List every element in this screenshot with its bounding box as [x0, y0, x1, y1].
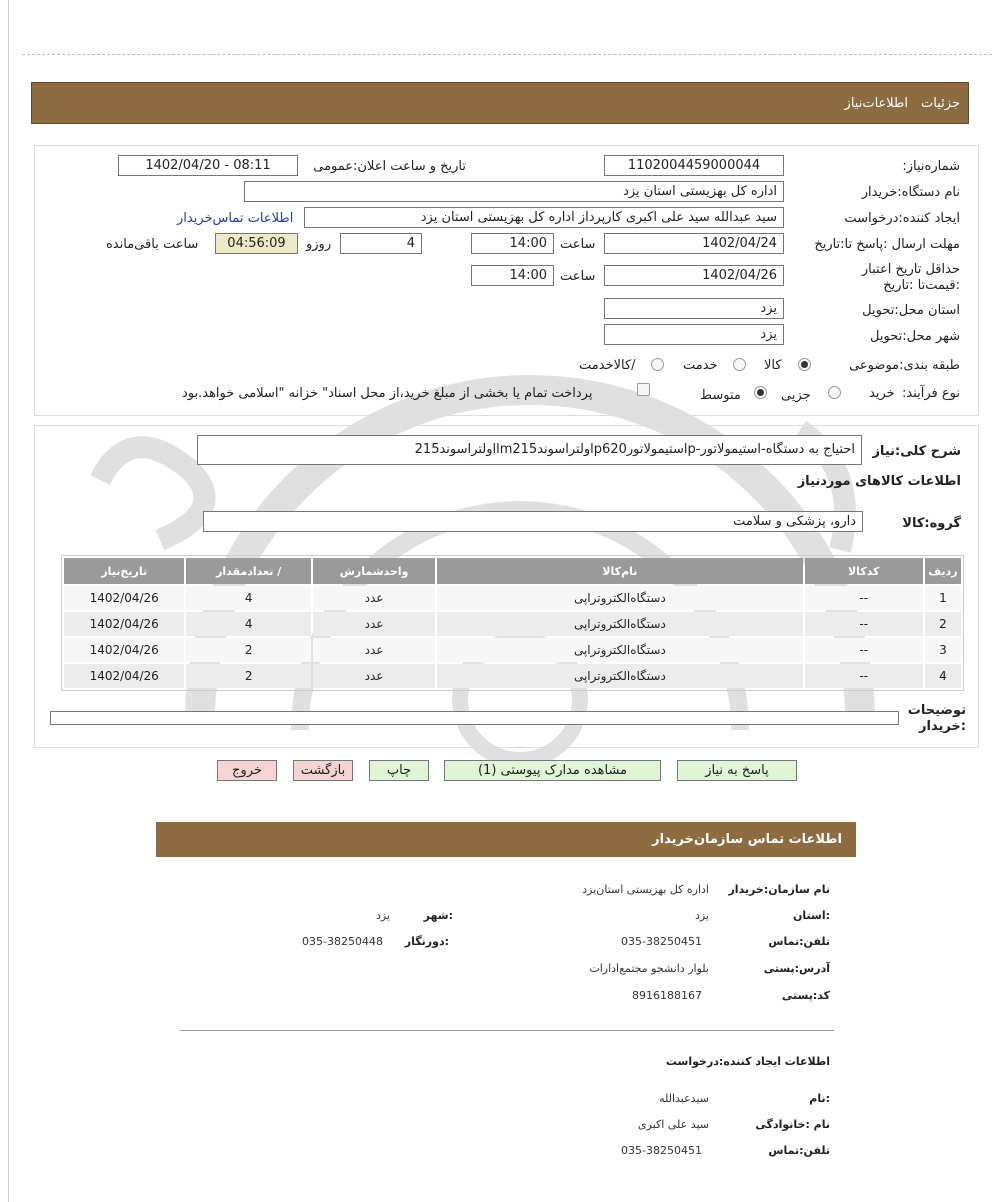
org-name-value: اداره کل بهزیستی استان‌یزد — [582, 883, 709, 896]
deadline-time-field: 14:00 — [471, 233, 554, 254]
radio-goods-service[interactable] — [651, 358, 664, 371]
deadline-label: مهلت ارسال :پاسخ تا:تاریخ — [814, 237, 960, 252]
cell-date: 1402/04/26 — [64, 612, 184, 636]
need-number-label: شماره‌نیاز: — [902, 159, 960, 174]
creator-name-label: :نام — [809, 1092, 830, 1105]
address-value: بلوار دانشجو مجتمع‌ادارات — [589, 962, 709, 975]
cell-unit: عدد — [313, 612, 435, 636]
payment-note: پرداخت تمام یا بخشی از مبلغ خرید،از محل اسناد" خزانه "اسلامی خواهد.بود — [182, 386, 593, 401]
radio-goods[interactable] — [798, 358, 811, 371]
cell-unit: عدد — [313, 586, 435, 610]
left-border-line — [8, 0, 9, 1202]
remaining-label: ساعت باقی‌مانده — [106, 237, 199, 252]
city-field: یزد — [604, 324, 784, 345]
cell-date: 1402/04/26 — [64, 586, 184, 610]
announce-label: تاریخ و ساعت اعلان:عمومی — [313, 159, 466, 174]
fax-value: 035-38250448 — [302, 935, 383, 948]
table-row — [64, 586, 961, 610]
col-row: ردیف — [925, 558, 961, 584]
cell-qty: 2 — [186, 638, 310, 662]
creator-info-title: اطلاعات ایجاد کننده:درخواست — [665, 1055, 830, 1068]
cell-unit: عدد — [313, 638, 435, 662]
radio-goods-service-label: /کالاخدمت — [579, 358, 636, 373]
remaining-timer: 04:56:09 — [215, 233, 298, 254]
creator-name-value: سیدعبدالله — [659, 1092, 709, 1105]
requester-field: سید عبدالله سید علی اکبری کارپرداز اداره کل بهزیستی استان یزد — [304, 207, 784, 228]
cell-name: دستگاه‌الکتروتراپی — [437, 664, 802, 688]
exit-button[interactable]: خروج — [217, 760, 277, 781]
cell-row: 1 — [925, 586, 961, 610]
cell-date: 1402/04/26 — [64, 638, 184, 662]
process-label: نوع فرآیند: — [902, 386, 960, 401]
buyer-org-field: اداره کل بهزیستی استان یزد — [244, 181, 784, 202]
creator-phone-value: 035-38250451 — [621, 1144, 702, 1157]
cell-qty: 2 — [186, 664, 310, 688]
need-description-label: شرح کلی:نیاز — [872, 444, 961, 459]
creator-family-label: نام :خانوادگی — [755, 1118, 830, 1131]
top-dotted-divider — [22, 54, 992, 55]
validity-label: حداقل تاریخ اعتبار :قیمت‌تا :تاریخ — [861, 262, 960, 293]
phone-value: 035-38250451 — [621, 935, 702, 948]
cell-name: دستگاه‌الکتروتراپی — [437, 586, 802, 610]
col-date: تاریخ‌نیاز — [64, 558, 184, 584]
need-description-field: احتیاج به دستگاه-استیمولاتور-pاستیمولاتورp620اولتراسوندlm215اولتراسوند215 — [197, 435, 862, 465]
reply-button[interactable]: پاسخ به نیاز — [677, 760, 797, 781]
buyer-org-label: نام دستگاه:خریدار — [861, 185, 960, 200]
days-field: 4 — [340, 233, 422, 254]
cell-name: دستگاه‌الکتروتراپی — [437, 638, 802, 662]
org-name-label: نام سازمان:خریدار — [728, 883, 830, 896]
radio-service-label: خدمت — [683, 358, 718, 373]
buyer-notes-label: توضیحات :خریدار — [907, 703, 966, 734]
col-name: نام‌کالا — [437, 558, 802, 584]
radio-medium-label: متوسط — [700, 388, 741, 403]
table-row — [64, 612, 961, 636]
radio-goods-label: کالا — [764, 358, 782, 373]
deadline-time-label: ساعت — [560, 237, 596, 252]
buyer-contact-link[interactable]: اطلاعات تماس‌خریدار — [177, 211, 294, 226]
province-label: استان محل:تحویل — [862, 303, 960, 318]
goods-info-heading: اطلاعات کالاهای موردنیاز — [797, 474, 961, 489]
cell-qty: 4 — [186, 586, 310, 610]
province-field: یزد — [604, 298, 784, 319]
cell-code: -- — [805, 638, 923, 662]
days-label: روزو — [306, 237, 332, 252]
goods-group-label: گروه:کالا — [902, 516, 961, 531]
tab-need-info[interactable]: اطلاعات‌نیاز — [844, 96, 908, 111]
need-number-field: 1102004459000044 — [604, 155, 784, 176]
table-row — [64, 664, 961, 688]
validity-time-label: ساعت — [560, 269, 596, 284]
col-qty: / تعدادمقدار — [186, 558, 310, 584]
col-unit: واحدشمارش — [313, 558, 435, 584]
radio-partial-label: جزیی — [781, 388, 811, 403]
cell-code: -- — [805, 586, 923, 610]
col-code: کدکالا — [805, 558, 923, 584]
buyer-contact-header — [156, 822, 856, 857]
back-button[interactable]: بازگشت — [293, 760, 353, 781]
attachments-button[interactable]: مشاهده مدارک پیوستی (1) — [444, 760, 661, 781]
radio-service[interactable] — [733, 358, 746, 371]
cell-row: 3 — [925, 638, 961, 662]
validity-time-field: 14:00 — [471, 265, 554, 286]
cell-name: دستگاه‌الکتروتراپی — [437, 612, 802, 636]
fax-label: :دورنگار — [404, 935, 449, 948]
payment-checkbox[interactable] — [637, 383, 650, 396]
radio-partial[interactable] — [828, 386, 841, 399]
radio-medium[interactable] — [754, 386, 767, 399]
cell-row: 2 — [925, 612, 961, 636]
cell-code: -- — [805, 664, 923, 688]
cell-code: -- — [805, 612, 923, 636]
city-info-label: :شهر — [423, 909, 453, 922]
address-label: آدرس:پستی — [763, 962, 830, 975]
city-label: شهر محل:تحویل — [870, 329, 960, 344]
contact-divider — [180, 1030, 834, 1031]
goods-group-field: دارو، پزشکی و سلامت — [203, 511, 863, 532]
cell-date: 1402/04/26 — [64, 664, 184, 688]
category-label: طبقه بندی:موضوعی — [849, 358, 960, 373]
postal-label: کد:پستی — [781, 989, 830, 1002]
city-info-value: یزد — [375, 909, 390, 922]
cell-qty: 4 — [186, 612, 310, 636]
cell-row: 4 — [925, 664, 961, 688]
details-header-bar — [31, 82, 969, 124]
goods-table-wrapper — [61, 555, 964, 691]
creator-family-value: سید علی اکبری — [638, 1118, 709, 1131]
postal-value: 8916188167 — [632, 989, 702, 1002]
validity-date-field: 1402/04/26 — [604, 265, 784, 286]
tab-details[interactable]: جزئیات — [921, 96, 960, 111]
requester-label: ایجاد کننده:درخواست — [844, 211, 960, 226]
print-button[interactable]: چاپ — [369, 760, 429, 781]
creator-phone-label: تلفن:تماس — [768, 1144, 830, 1157]
buyer-contact-title: اطلاعات تماس سازمان‌خریدار — [652, 832, 842, 847]
cell-unit: عدد — [313, 664, 435, 688]
table-row — [64, 638, 961, 662]
province-info-value: یزد — [694, 909, 709, 922]
phone-label: تلفن:تماس — [768, 935, 830, 948]
process-buy-label: خرید — [869, 386, 895, 401]
goods-table — [62, 556, 963, 690]
announce-field: 1402/04/20 - 08:11 — [118, 155, 298, 176]
buyer-notes-field — [50, 711, 899, 725]
deadline-date-field: 1402/04/24 — [604, 233, 784, 254]
province-info-label: :استان — [793, 909, 830, 922]
